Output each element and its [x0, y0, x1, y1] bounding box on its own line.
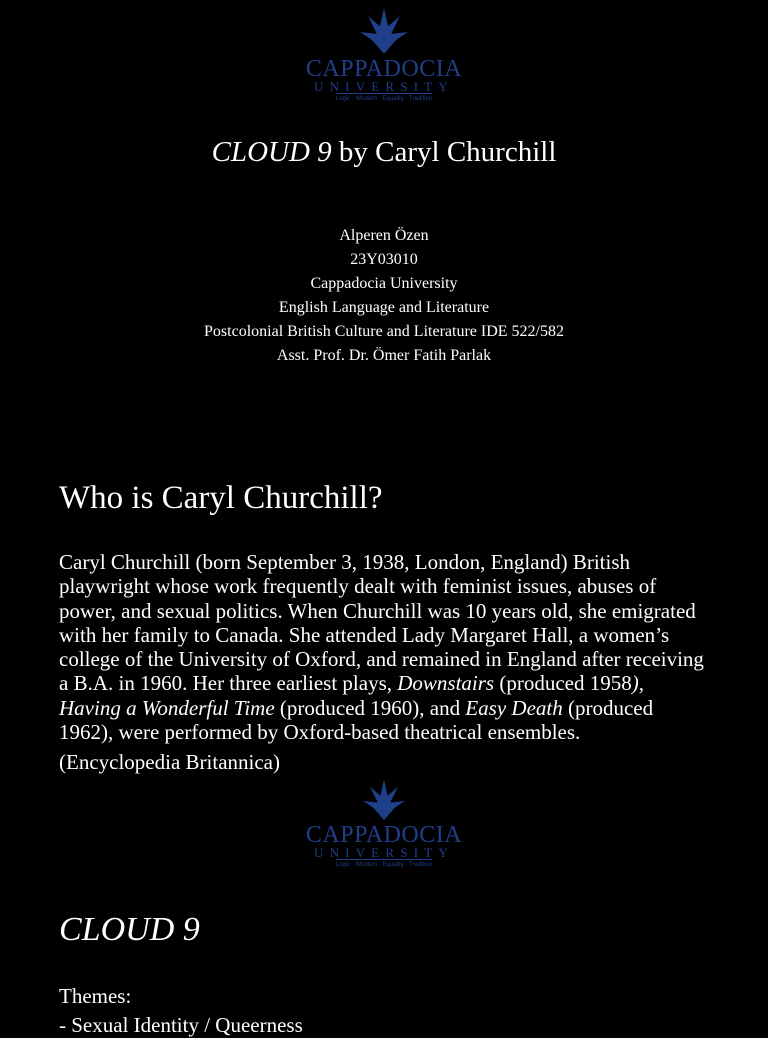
instructor-name: Asst. Prof. Dr. Ömer Fatih Parlak — [276, 347, 492, 364]
title-byline: by Caryl Churchill — [331, 136, 557, 168]
logo-name: CAPPADOCIA — [305, 822, 463, 848]
student-id: 23Y03010 — [350, 251, 418, 268]
sunburst-emblem-icon — [358, 778, 410, 822]
biography-paragraph: Caryl Churchill (born September 3, 1938, London, England) British playwright whose work frequently dealt with feminist issues, abuses of power, and sexual politics. When Churchill was 10 years old, she emigrated with her family to Canada. She attended Lady Margaret Hall, a women’s college of the University of Oxford, and remained in England after receiving a B.A. in 1960. Her three earliest plays, Downstairs (produced 1958), Having a Wonderful Time (produced 1960), and Easy Death (produced 1962), were performed by Oxford-based theatrical ensembles. — [59, 550, 704, 745]
author-name: Alperen Özen — [339, 227, 429, 244]
section-heading-who: Who is Caryl Churchill? — [59, 480, 383, 516]
document-title — [0, 134, 768, 170]
title-play-name: CLOUD 9 — [211, 136, 332, 168]
sunburst-emblem-icon — [358, 6, 410, 56]
logo-subtitle: UNIVERSITY — [314, 845, 454, 860]
biography-section — [59, 550, 709, 775]
department-name: English Language and Literature — [278, 299, 490, 316]
course-name: Postcolonial British Culture and Literature IDE 522/582 — [204, 323, 564, 340]
author-info — [0, 224, 768, 368]
play-title-downstairs: Downstairs — [397, 671, 495, 696]
university-name: Cappadocia University — [310, 275, 458, 292]
section-heading-cloud9: CLOUD 9 — [59, 911, 200, 948]
theme-item: - Sexual Identity / Queerness — [59, 1013, 303, 1037]
logo-tagline: Logic · Wisdom · Equality · Tradition — [336, 859, 432, 869]
logo-name: CAPPADOCIA — [305, 56, 463, 82]
university-logo — [0, 6, 768, 103]
themes-label: Themes: — [59, 984, 132, 1008]
logo-subtitle: UNIVERSITY — [314, 79, 454, 94]
university-logo-second — [0, 778, 768, 869]
logo-tagline: Logic · Wisdom · Equality · Tradition — [336, 93, 432, 103]
play-title-wonderful-time: ), Having a Wonderful Time — [59, 671, 644, 720]
play-title-easy-death: Easy Death — [465, 695, 563, 720]
source-citation: (Encyclopedia Britannica) — [59, 750, 280, 775]
